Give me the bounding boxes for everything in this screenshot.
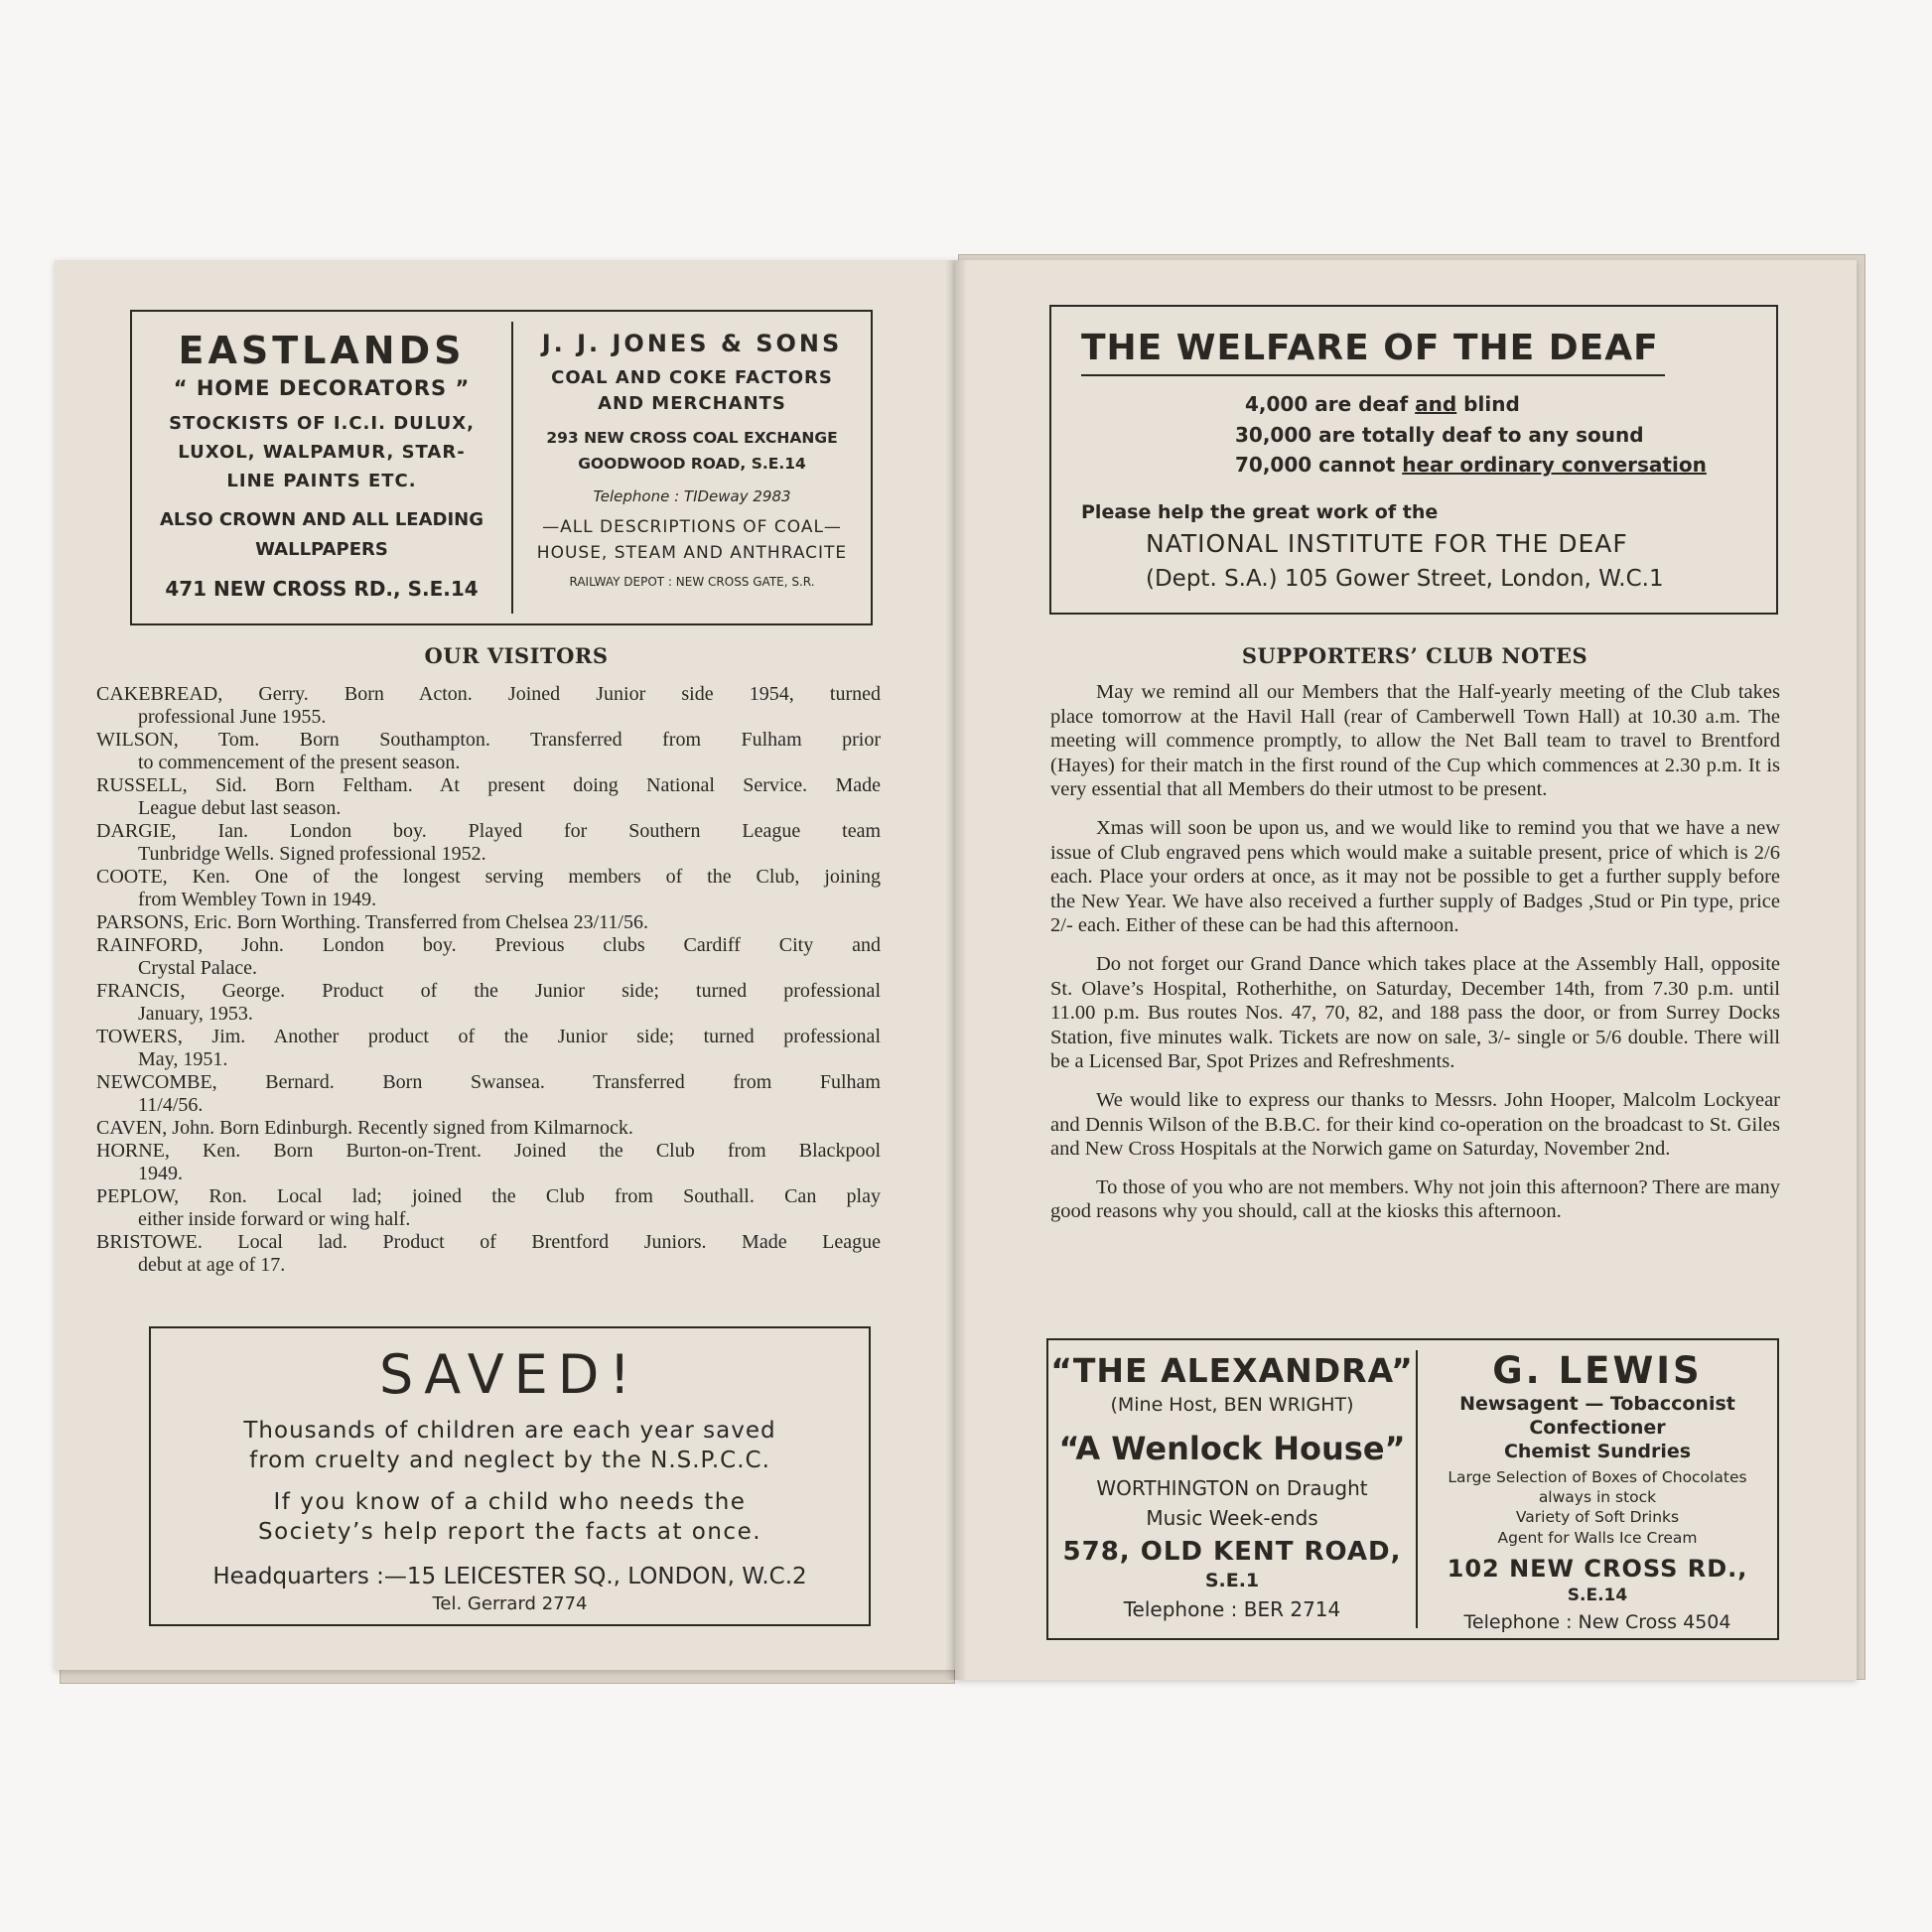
visitor-entry-line: TOWERS, Jim. Another product of the Junior side; turned professional bbox=[96, 1026, 881, 1047]
nspcc-para-line: If you know of a child who needs the bbox=[273, 1489, 747, 1515]
notes-paragraph: Do not forget our Grand Dance which takes place at the Assembly Hall, opposite St. Olave’s Hospital, Rotherhithe, on Saturday, December 14th, from 7.30 p.m. until 11.00 p.m. Bus routes Nos. 47, 70, 82, and 188 pass the door, or from Surrey Docks Station, five minutes walk. Tickets are now on sale, 3/- single or 5/6 double. There will be a Licensed Bar, Spot Prizes and Refreshments. bbox=[1050, 952, 1780, 1073]
deaf-stat: 4,000 are deaf and blind bbox=[1245, 392, 1520, 416]
nspcc-title: SAVED! bbox=[378, 1343, 641, 1406]
lewis-ad bbox=[1418, 1340, 1777, 1638]
alexandra-host: (Mine Host, BEN WRIGHT) bbox=[1110, 1394, 1354, 1416]
visitors-heading: OUR VISITORS bbox=[424, 643, 609, 668]
visitor-entry-line: debut at age of 17. bbox=[138, 1254, 286, 1276]
deaf-welfare-ad bbox=[1049, 305, 1778, 615]
alexandra-name: “THE ALEXANDRA” bbox=[1050, 1351, 1414, 1390]
lewis-small: Large Selection of Boxes of Chocolates bbox=[1448, 1468, 1747, 1486]
jones-name: J. J. JONES & SONS bbox=[541, 330, 843, 357]
visitor-entry bbox=[96, 683, 881, 729]
lewis-small: always in stock bbox=[1538, 1488, 1657, 1506]
alexandra-address: S.E.1 bbox=[1204, 1570, 1260, 1591]
visitor-entry-line: Tunbridge Wells. Signed professional 1952. bbox=[138, 843, 486, 865]
jones-depot: RAILWAY DEPOT : NEW CROSS GATE, S.R. bbox=[569, 575, 815, 589]
visitor-entry-line: HORNE, Ken. Born Burton-on-Trent. Joined the Club from Blackpool bbox=[96, 1140, 881, 1162]
visitor-entry-line: to commencement of the present season. bbox=[138, 752, 461, 773]
jones-ad bbox=[513, 312, 871, 623]
notes-paragraph: Xmas will soon be upon us, and we would like to remind you that we have a new issue of Club engraved pens which would make a suitable present, price of which is 2/6 each. Place your orders at once, as it may not be possible to get a further supply before the New Year. We have also received a further supply of Badges ,Stud or Pin type, price 2/- each. Either of these can be had this afternoon. bbox=[1050, 816, 1780, 937]
notes-heading: SUPPORTERS’ CLUB NOTES bbox=[1241, 643, 1588, 668]
lewis-role: Chemist Sundries bbox=[1503, 1441, 1692, 1462]
nspcc-para-line: from cruelty and neglect by the N.S.P.C.C. bbox=[249, 1448, 770, 1473]
deaf-title-rule bbox=[1081, 374, 1665, 376]
visitor-entry bbox=[96, 980, 881, 1026]
jones-line: COAL AND COKE FACTORS bbox=[551, 367, 833, 388]
visitor-entry bbox=[96, 774, 881, 820]
jones-telephone: Telephone : TIDeway 2983 bbox=[593, 487, 791, 505]
visitor-entry-line: RAINFORD, John. London boy. Previous clubs Cardiff City and bbox=[96, 934, 881, 956]
notes-paragraph: We would like to express our thanks to Messrs. John Hooper, Malcolm Lockyear and Dennis Wilson of the B.B.C. for their kind co-operation on the broadcast to St. Giles and New Cross Hospitals at the Norwich game on Saturday, November 2nd. bbox=[1050, 1088, 1780, 1161]
visitor-entry bbox=[96, 729, 881, 774]
visitor-entry-line: January, 1953. bbox=[138, 1003, 253, 1025]
visitor-entry-line: COOTE, Ken. One of the longest serving members of the Club, joining bbox=[96, 866, 881, 888]
deaf-address: (Dept. S.A.) 105 Gower Street, London, W.C.1 bbox=[1146, 566, 1664, 592]
visitor-entry-line: CAKEBREAD, Gerry. Born Acton. Joined Junior side 1954, turned bbox=[96, 683, 881, 705]
visitor-entry-line: PEPLOW, Ron. Local lad; joined the Club from Southall. Can play bbox=[96, 1185, 881, 1207]
visitor-entry-line: PARSONS, Eric. Born Worthing. Transferred from Chelsea 23/11/56. bbox=[96, 911, 648, 933]
eastlands-jones-ad bbox=[130, 310, 873, 625]
visitor-entry-line: May, 1951. bbox=[138, 1048, 228, 1070]
jones-description: —ALL DESCRIPTIONS OF COAL— bbox=[542, 517, 842, 537]
nspcc-ad bbox=[149, 1326, 871, 1626]
nspcc-para-line: Thousands of children are each year saved bbox=[243, 1418, 776, 1444]
alexandra-ad bbox=[1048, 1340, 1416, 1638]
jones-address: 293 NEW CROSS COAL EXCHANGE bbox=[546, 429, 838, 447]
notes-body bbox=[1050, 680, 1780, 1238]
eastlands-ad bbox=[132, 312, 511, 623]
alexandra-telephone: Telephone : BER 2714 bbox=[1123, 1597, 1341, 1621]
visitor-entry bbox=[96, 1026, 881, 1071]
alexandra-lewis-ad bbox=[1046, 1338, 1779, 1640]
visitor-entry-line: either inside forward or wing half. bbox=[138, 1208, 411, 1230]
deaf-stat: 30,000 are totally deaf to any sound bbox=[1235, 423, 1644, 447]
alexandra-house: “A Wenlock House” bbox=[1058, 1430, 1406, 1467]
alexandra-address: 578, OLD KENT ROAD, bbox=[1062, 1537, 1402, 1567]
visitor-entry-line: RUSSELL, Sid. Born Feltham. At present doing National Service. Made bbox=[96, 774, 881, 796]
lewis-address: 102 NEW CROSS RD., bbox=[1447, 1555, 1748, 1583]
eastlands-line: LINE PAINTS ETC. bbox=[226, 471, 417, 491]
visitor-entry bbox=[96, 866, 881, 911]
visitor-entry-line: DARGIE, Ian. London boy. Played for Southern League team bbox=[96, 820, 881, 842]
visitors-list bbox=[96, 683, 881, 1277]
visitor-entry bbox=[96, 1117, 881, 1140]
visitor-entry-line: professional June 1955. bbox=[138, 706, 327, 728]
deaf-title: THE WELFARE OF THE DEAF bbox=[1081, 328, 1659, 368]
visitor-entry bbox=[96, 911, 881, 934]
deaf-stat: 70,000 cannot hear ordinary conversation bbox=[1235, 453, 1707, 477]
visitor-entry bbox=[96, 1185, 881, 1231]
deaf-help: Please help the great work of the bbox=[1081, 501, 1439, 523]
nspcc-telephone: Tel. Gerrard 2774 bbox=[432, 1593, 588, 1614]
eastlands-name: EASTLANDS bbox=[178, 329, 466, 372]
lewis-telephone: Telephone : New Cross 4504 bbox=[1463, 1611, 1731, 1633]
eastlands-line: ALSO CROWN AND ALL LEADING bbox=[159, 509, 483, 530]
visitor-entry bbox=[96, 934, 881, 980]
eastlands-line: LUXOL, WALPAMUR, STAR- bbox=[178, 442, 466, 463]
binding-gutter bbox=[945, 260, 967, 1680]
deaf-institute: NATIONAL INSTITUTE FOR THE DEAF bbox=[1146, 529, 1628, 558]
notes-paragraph: To those of you who are not members. Why not join this afternoon? There are many good reasons why you should, call at the kiosks this afternoon. bbox=[1050, 1175, 1780, 1223]
visitor-entry bbox=[96, 820, 881, 866]
jones-address: GOODWOOD ROAD, S.E.14 bbox=[578, 455, 806, 473]
visitor-entry-line: BRISTOWE. Local lad. Product of Brentford Juniors. Made League bbox=[96, 1231, 881, 1253]
visitor-entry-line: CAVEN, John. Born Edinburgh. Recently signed from Kilmarnock. bbox=[96, 1117, 633, 1139]
eastlands-tagline: “ HOME DECORATORS ” bbox=[173, 376, 471, 400]
visitor-entry-line: 1949. bbox=[138, 1163, 183, 1184]
alexandra-music: Music Week-ends bbox=[1146, 1506, 1318, 1530]
visitor-entry bbox=[96, 1231, 881, 1277]
lewis-small: Agent for Walls Ice Cream bbox=[1497, 1529, 1698, 1547]
jones-description: HOUSE, STEAM AND ANTHRACITE bbox=[536, 543, 848, 563]
lewis-role: Confectioner bbox=[1529, 1417, 1666, 1439]
jones-line: AND MERCHANTS bbox=[598, 393, 786, 414]
alexandra-draught: WORTHINGTON on Draught bbox=[1096, 1476, 1368, 1500]
lewis-address: S.E.14 bbox=[1567, 1586, 1628, 1605]
visitor-entry-line: Crystal Palace. bbox=[138, 957, 257, 979]
nspcc-headquarters: Headquarters :—15 LEICESTER SQ., LONDON, W.C.2 bbox=[212, 1564, 807, 1589]
lewis-role: Newsagent — Tobacconist bbox=[1459, 1393, 1735, 1415]
lewis-small: Variety of Soft Drinks bbox=[1515, 1508, 1680, 1526]
eastlands-address: 471 NEW CROSS RD., S.E.14 bbox=[165, 577, 479, 601]
eastlands-line: STOCKISTS OF I.C.I. DULUX, bbox=[169, 413, 475, 434]
visitor-entry bbox=[96, 1140, 881, 1185]
eastlands-line: WALLPAPERS bbox=[255, 539, 388, 560]
nspcc-para-line: Society’s help report the facts at once. bbox=[257, 1519, 762, 1545]
visitor-entry-line: FRANCIS, George. Product of the Junior side; turned professional bbox=[96, 980, 881, 1002]
visitor-entry-line: WILSON, Tom. Born Southampton. Transferred from Fulham prior bbox=[96, 729, 881, 751]
visitor-entry-line: League debut last season. bbox=[138, 797, 342, 819]
visitor-entry-line: from Wembley Town in 1949. bbox=[138, 889, 377, 910]
visitor-entry-line: NEWCOMBE, Bernard. Born Swansea. Transferred from Fulham bbox=[96, 1071, 881, 1093]
lewis-name: G. LEWIS bbox=[1492, 1349, 1703, 1392]
visitor-entry-line: 11/4/56. bbox=[138, 1094, 204, 1116]
notes-paragraph: May we remind all our Members that the Half-yearly meeting of the Club takes place tomorrow at the Havil Hall (rear of Camberwell Town Hall) at 10.30 a.m. The meeting will commence promptly, to allow the Net Ball team to travel to Brentford (Hayes) for their match in the first round of the Cup which commences at 2.30 p.m. It is very essential that all Members do their utmost to be present. bbox=[1050, 681, 1780, 801]
visitor-entry bbox=[96, 1071, 881, 1117]
